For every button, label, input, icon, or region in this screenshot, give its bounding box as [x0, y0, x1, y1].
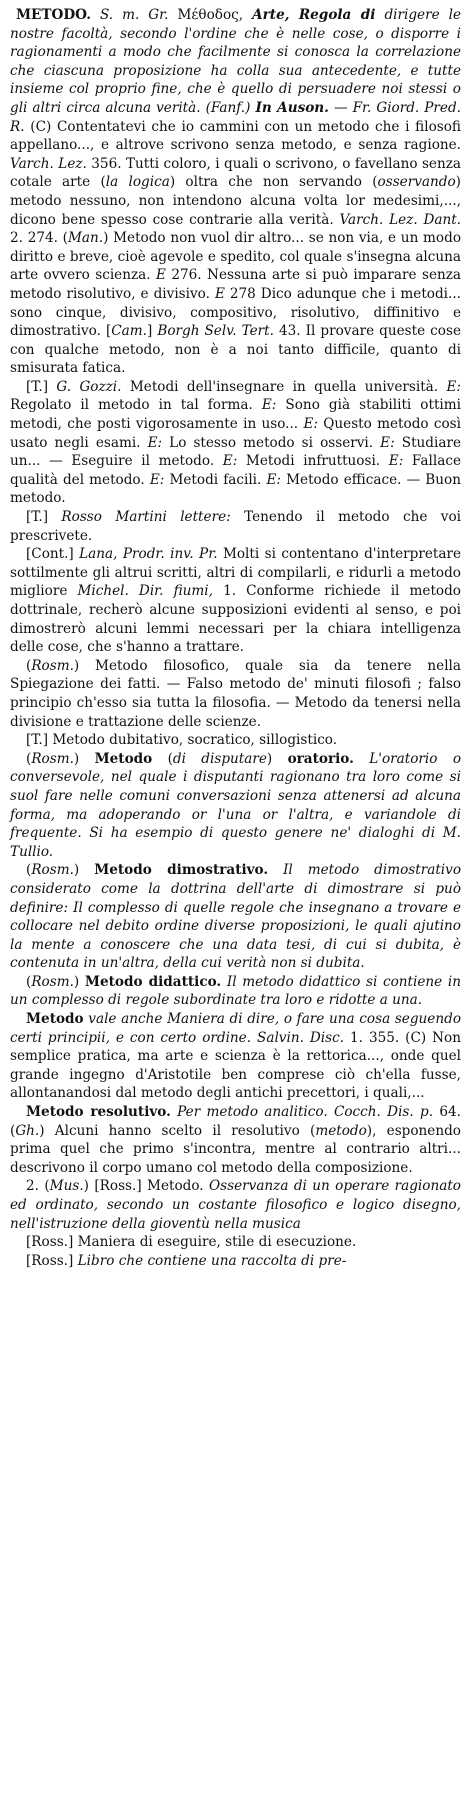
text-run: Lana, Prodr. inv. Pr. [79, 546, 218, 563]
text-run: ( [26, 750, 32, 767]
text-run: Regolato il metodo in tal forma. [10, 397, 262, 414]
entry-paragraph [10, 6, 461, 378]
text-run: E: [222, 453, 238, 470]
text-run: ) Alcuni hanno scelto il resolutivo ( [39, 1122, 316, 1139]
text-run: ) [Ross.] Metodo. [83, 1178, 209, 1195]
text-run [268, 862, 283, 878]
text-run: Metodo didattico. [84, 973, 222, 990]
entry-paragraph [10, 545, 461, 657]
text-run: Molti si contentano d'interpretare sottilmente gli altrui scritti, altri di compilarli, e ridurli a metodo migliore [10, 546, 461, 600]
text-run: 2. ( [26, 1178, 50, 1195]
text-run: L'oratorio o conversevole, nel quale i disputanti ragionano tra loro come si suol fare nelle comuni conversazioni senza attenersi ad alcuna forma, ma adoperando or l'una or l'altra, e variandole di frequente. Si ha esempio di questo genere ne' dialoghi di M. Tullio. [10, 750, 462, 860]
text-run [91, 7, 100, 23]
text-run: E: [261, 397, 277, 414]
text-run: 1. 355. (C) Non semplice pratica, ma arte e scienza è la rettorica..., onde quel grande ingegno d'Aristotile ben comprese ciò ch'ella fusse, allontanandosi dal metodo degli antichi precettori, i quali,... [10, 1029, 461, 1102]
text-run: Per metodo analitico. Cocch. Dis. p. [177, 1104, 434, 1121]
text-run: 276. Nessuna arte si può imparare senza metodo risolutivo, e divisivo. [10, 267, 462, 302]
entry-paragraph [10, 861, 461, 973]
text-run: di disputare [172, 750, 267, 767]
text-run: Varch. Lez. [10, 155, 87, 172]
text-run: Sono già stabiliti ottimi metodi, che posti vigorosamente in uso... [10, 397, 462, 433]
text-run: Μέθοδος, [168, 7, 253, 23]
text-run: Metodi dell'insegnare in quella università. [121, 378, 447, 395]
text-run: 1. Conforme richiede il metodo dottrinale, recherò alcune supposizioni evidenti al senso, e poi dimostrerò alcuni lemmi necessari per la chiara intelligenza delle cose, che s'hanno a trattare. [10, 583, 461, 656]
text-run: Metodo [26, 1011, 84, 1028]
text-run: E: [388, 453, 404, 470]
text-run: ), esponendo prima quel che primo s'incontra, mentre al contrario altri... descrivono il corpo umano col metodo della composizione. [10, 1122, 461, 1176]
text-run: Rosm. [31, 973, 74, 990]
text-run: E: [147, 434, 163, 451]
text-run: Cam. [111, 323, 147, 340]
entry-paragraph [10, 657, 461, 731]
entry-paragraph [10, 1103, 461, 1177]
text-run: Gh. [15, 1122, 40, 1139]
text-run: S. m. Gr. [99, 7, 169, 23]
entry-paragraph [10, 378, 461, 508]
text-run: [T.] [26, 509, 62, 526]
text-run: 43. Il provare queste cose con qualche metodo, non è a noi tanto difficile, quanto di smisurata fatica. [10, 323, 462, 377]
entry-paragraph [10, 750, 461, 862]
text-run: ) [73, 973, 85, 990]
text-run: [T.] [26, 378, 57, 395]
text-run: Michel. Dir. fiumi, [77, 583, 213, 600]
text-run: 2. 274. ( [10, 230, 68, 247]
text-run: E: [446, 378, 461, 395]
text-run: [Cont.] [26, 546, 80, 563]
text-run: Arte, Regola di [252, 7, 376, 23]
text-run: Questo metodo così usato negli esami. [10, 416, 461, 451]
text-run: (C) Contentatevi che io cammini con un metodo che i filosofi appellano..., e altrove scrivono senza metodo, e senza ragione. [10, 118, 461, 154]
text-run: metodo [315, 1122, 367, 1139]
text-run: ] [146, 323, 158, 340]
text-run: ) [73, 750, 95, 767]
text-run: la logica [105, 174, 170, 191]
text-run: Rosm. [31, 862, 74, 879]
text-run: Fr. Giord. Pred. R. [10, 99, 461, 135]
text-run: — [328, 99, 353, 116]
text-run: Mus. [49, 1178, 84, 1195]
text-run: E: [380, 434, 395, 451]
text-run: [Ross.] Maniera di eseguire, stile di esecuzione. [26, 1234, 357, 1251]
text-run: Metodo efficace. — Buon metodo. [10, 471, 461, 507]
text-run: vale anche Maniera di dire, o fare una cosa seguendo certi principii, e con certo ordine. Salvin. Disc. [10, 1011, 461, 1046]
text-run: ) metodo nessuno, non intendono alcuna volta lor medesimi,..., dicono bene spesso cose contrarie alla verità. [10, 174, 461, 228]
text-run: E: [303, 416, 318, 433]
text-run: E: [149, 471, 165, 488]
text-run: Rosso Martini lettere: [61, 509, 231, 526]
text-run: Il metodo dimostrativo considerato come la dottrina dell'arte di dimostrare si può definire: Il complesso di quelle regole che insegnano a trovare e collocare nel debito ordine diverse proposizioni, le quali ajutino la mente a conoscere che una data tesi, di cui si dubita, è contenuta in un'altra, della cui verità non si dubita. [10, 862, 461, 972]
text-run: Libro che contiene una raccolta di pre- [77, 1252, 347, 1269]
text-run: ( [152, 750, 173, 767]
text-run: Borgh Selv. Tert. [157, 323, 274, 340]
text-run [354, 751, 369, 767]
text-run: ) oltra che non servando ( [169, 174, 378, 191]
text-run: METODO. [16, 7, 91, 23]
text-run: E: [266, 471, 281, 488]
text-run: Studiare un... — Eseguire il metodo. [10, 434, 461, 470]
text-run: E [156, 267, 166, 284]
text-run: 64. ( [10, 1104, 461, 1139]
text-run: Rosm. [31, 750, 74, 767]
text-run: dirigere le nostre facoltà, secondo l'ordine che è nelle cose, o disporre i ragionamenti a modo che facilmente si conosca la correlazione che ciascuna proposizione ha colla sua antecedente, e tutte insieme col proprio fine, che è quello di persuadere noi stessi o gli altri circa alcuna verità. (Fanf.) [10, 7, 462, 116]
text-run: Metodo dimostrativo. [94, 862, 269, 879]
text-run: ) [266, 750, 288, 767]
text-run: Il metodo didattico si contiene in un complesso di regole subordinate tra loro e ridotte a una. [10, 973, 461, 1009]
text-run: E [214, 285, 225, 302]
entry-paragraph [10, 1233, 461, 1252]
text-run: Rosm. [31, 657, 74, 674]
text-run: Fallace qualità del metodo. [10, 453, 461, 488]
text-run: ) Metodo filosofico, quale sia da tenere nella Spiegazione dei fatti. — Falso metodo de' minuti filosofi ; falso principio ch'esso sia tutta la filosofia. — Metodo da tenersi nella divisione e trattazione delle scienze. [10, 657, 461, 730]
text-run: [Ross.] [26, 1252, 78, 1269]
entry-paragraph [10, 1252, 461, 1271]
text-run: Tenendo il metodo che voi prescrivete. [10, 509, 462, 544]
entry-paragraph [10, 731, 461, 750]
text-run: ( [26, 657, 32, 674]
text-run: ( [26, 862, 32, 879]
entry-paragraph [10, 1177, 461, 1233]
text-run: osservando [377, 174, 456, 191]
text-run: 356. Tutti coloro, i quali o scrivono, o favellano senza cotale arte ( [10, 155, 461, 191]
text-run: Lo stesso metodo si osservi. [162, 434, 381, 451]
text-run: Varch. Lez. Dant. [339, 211, 461, 228]
text-run: Metodo [94, 750, 153, 767]
entry-paragraph [10, 508, 461, 545]
text-run: ) Metodo non vuol dir altro... se non via, e un modo diritto e breve, cioè agevole e spedito, col quale s'insegna alcuna arte ovvero scienza. [10, 230, 462, 284]
entry-paragraph [10, 973, 461, 1010]
text-run: [T.] Metodo dubitativo, socratico, sillogistico. [26, 732, 338, 749]
text-run: In Auson. [255, 99, 329, 116]
text-run: 278 Dico adunque che i metodi... sono cinque, divisivo, compositivo, risolutivo, diffinitivo e dimostrativo. [ [10, 285, 461, 340]
text-run: Osservanza di un operare ragionato ed ordinato, secondo un costante filosofico e logico disegno, nell'istruzione della gioventù nella musica [10, 1178, 461, 1232]
entry-paragraph [10, 1010, 461, 1103]
text-run: oratorio. [287, 750, 354, 767]
text-run: Metodo resolutivo. [26, 1104, 171, 1121]
text-run: G. Gozzi. [56, 378, 122, 395]
text-run: ( [26, 973, 32, 990]
text-run: ) [73, 862, 95, 879]
text-run: Metodi facili. [164, 471, 267, 488]
text-run: Man. [67, 230, 104, 247]
text-run: Metodi infruttuosi. [237, 453, 389, 470]
